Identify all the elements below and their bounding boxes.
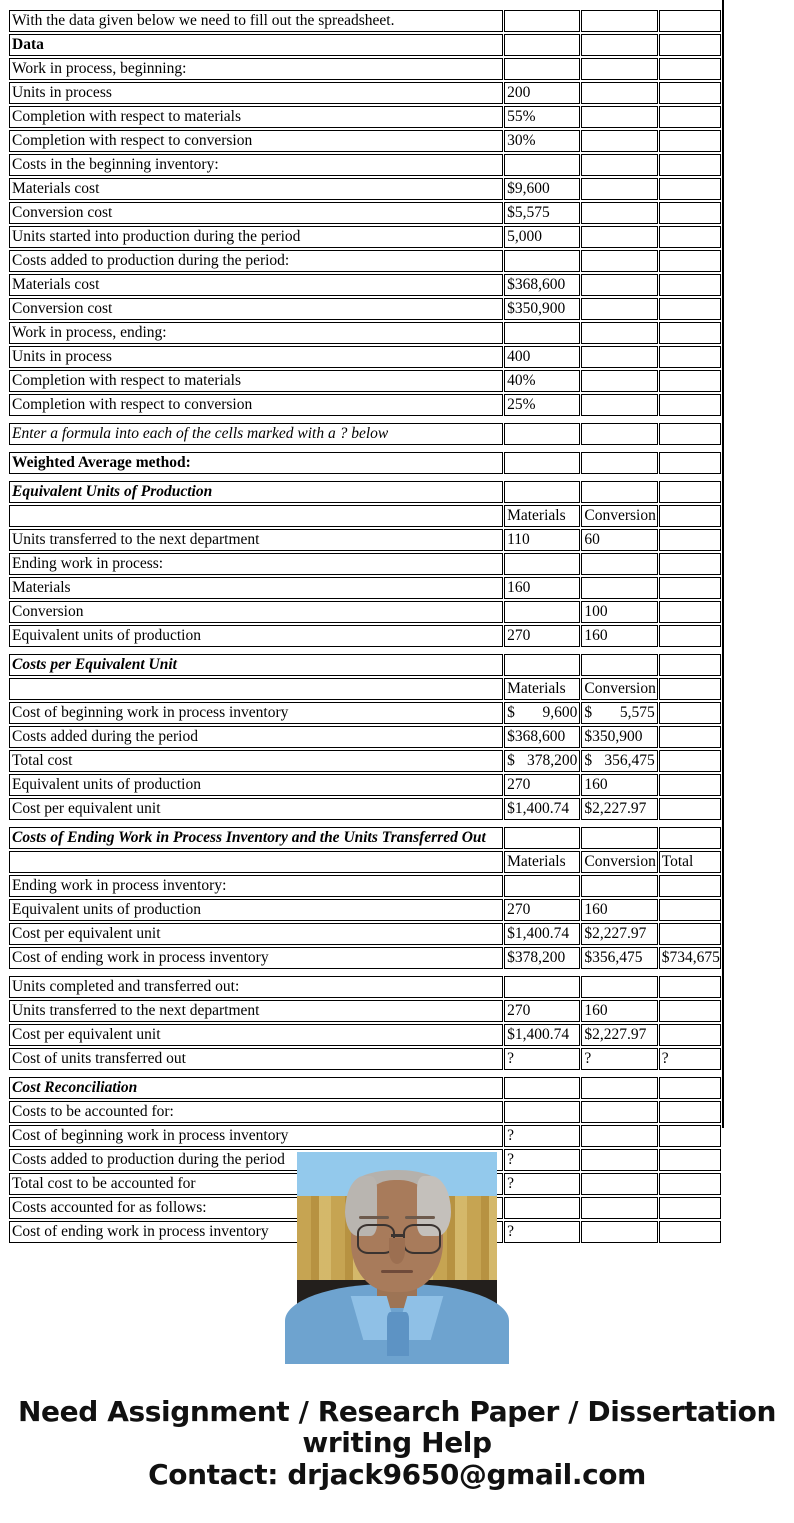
row-label-cell[interactable]: Materials cost [9,178,503,200]
table-row[interactable] [9,1048,721,1070]
cell-total[interactable] [659,34,721,56]
table-row[interactable] [9,654,721,676]
cell-materials[interactable]: ? [504,1149,580,1171]
cell-conversion[interactable]: Conversion [581,851,657,873]
table-row[interactable] [9,678,721,700]
cell-conversion[interactable]: Conversion [581,505,657,527]
spacer-cell [659,447,721,450]
avatar-mouth [381,1270,413,1273]
cell-total[interactable] [659,601,721,623]
table-row[interactable] [9,58,721,80]
cell-total[interactable] [659,678,721,700]
cell-conversion[interactable]: $ 5,575 [581,702,657,724]
cell-materials[interactable] [504,1101,580,1123]
cell-conversion[interactable]: ? [581,1048,657,1070]
cell-conversion[interactable]: Conversion [581,678,657,700]
cell-conversion[interactable] [581,875,657,897]
cell-total[interactable] [659,274,721,296]
cell-materials[interactable]: $1,400.74 [504,1024,580,1046]
table-row[interactable] [9,1101,721,1123]
cell-total[interactable] [659,1000,721,1022]
spacer-cell [581,822,657,825]
cell-materials[interactable] [504,10,580,32]
table-row[interactable] [9,481,721,503]
spacer-cell [504,649,580,652]
cell-materials[interactable]: 200 [504,82,580,104]
cell-total[interactable] [659,1101,721,1123]
table-row[interactable] [9,505,721,527]
cell-conversion[interactable]: 160 [581,899,657,921]
row-label-cell[interactable]: Cost per equivalent unit [9,1024,503,1046]
row-label-cell[interactable]: Completion with respect to materials [9,106,503,128]
spacer-cell [659,649,721,652]
row-label-cell[interactable]: Costs per Equivalent Unit [9,654,503,676]
row-label-cell[interactable]: Units in process [9,346,503,368]
row-label-cell[interactable]: Costs to be accounted for: [9,1101,503,1123]
cell-conversion[interactable]: $2,227.97 [581,923,657,945]
cell-total[interactable] [659,346,721,368]
cell-total[interactable] [659,774,721,796]
spacer-cell [9,971,503,974]
cell-materials[interactable]: $5,575 [504,202,580,224]
cell-materials[interactable]: ? [504,1221,580,1243]
cell-conversion[interactable] [581,976,657,998]
row-label-cell[interactable]: Materials [9,577,503,599]
cell-materials[interactable]: $378,200 [504,947,580,969]
cell-total[interactable] [659,1125,721,1147]
cell-materials[interactable]: $ 9,600 [504,702,580,724]
spacer-cell [659,418,721,421]
cell-total[interactable] [659,505,721,527]
footer-line-3: Contact: drjack9650@gmail.com [148,1458,646,1491]
cell-materials[interactable]: 110 [504,529,580,551]
cell-total[interactable] [659,577,721,599]
row-label-cell[interactable]: Costs added to production during the period [9,1149,503,1171]
cell-total [659,654,721,676]
spacer-cell [659,476,721,479]
table-row[interactable] [9,529,721,551]
spacer-cell [504,476,580,479]
cell-total[interactable] [659,322,721,344]
cell-materials[interactable]: 270 [504,899,580,921]
cell-materials[interactable]: 160 [504,577,580,599]
spacer-cell [581,1072,657,1075]
row-label-cell[interactable] [9,851,503,873]
section-spacer-row [9,476,721,479]
row-label-cell[interactable]: Conversion [9,601,503,623]
avatar-eyeglass-right [403,1224,441,1254]
spacer-cell [659,971,721,974]
section-spacer-row [9,971,721,974]
cell-total[interactable] [659,726,721,748]
spacer-cell [581,447,657,450]
row-label-cell[interactable]: Cost of ending work in process inventory [9,1221,503,1243]
row-label-cell[interactable] [9,505,503,527]
cell-materials[interactable]: Materials [504,678,580,700]
cell-conversion[interactable] [581,346,657,368]
cell-materials[interactable]: 270 [504,774,580,796]
cell-materials[interactable]: Materials [504,505,580,527]
section-spacer-row [9,822,721,825]
table-row[interactable] [9,298,721,320]
section-spacer-row [9,447,721,450]
row-label-cell[interactable]: Costs added to production during the period: [9,250,503,272]
cell-total[interactable] [659,899,721,921]
row-label-cell[interactable]: Data [9,34,503,56]
cell-total [659,827,721,849]
cell-total[interactable] [659,976,721,998]
row-label-cell[interactable]: Cost of ending work in process inventory [9,947,503,969]
cell-materials[interactable] [504,1077,580,1099]
avatar-eyeglass-bridge [391,1234,403,1237]
cell-materials[interactable]: ? [504,1048,580,1070]
avatar-eyebrow-left [359,1216,389,1219]
cell-materials[interactable] [504,322,580,344]
table-row[interactable] [9,452,721,474]
cell-conversion[interactable] [581,58,657,80]
footer-line-1: Need Assignment / Research Paper / Dissertation [17,1395,776,1428]
cell-materials[interactable] [504,452,580,474]
cell-conversion[interactable] [581,553,657,575]
table-row[interactable] [9,1000,721,1022]
row-label-cell[interactable]: Enter a formula into each of the cells marked with a ? below [9,423,503,445]
table-row[interactable] [9,726,721,748]
table-row[interactable] [9,702,721,724]
table-row[interactable] [9,322,721,344]
cell-conversion[interactable]: 100 [581,601,657,623]
table-row[interactable] [9,34,721,56]
section-spacer-row [9,649,721,652]
cell-materials[interactable]: $ 378,200 [504,750,580,772]
table-row[interactable] [9,923,721,945]
spacer-cell [504,822,580,825]
cell-total [659,481,721,503]
cell-conversion[interactable] [581,452,657,474]
table-row[interactable] [9,875,721,897]
row-label-cell[interactable] [9,827,503,849]
cell-total[interactable] [659,82,721,104]
row-label-cell[interactable]: Materials cost [9,274,503,296]
cell-materials[interactable]: 55% [504,106,580,128]
cell-total[interactable] [659,750,721,772]
cell-materials[interactable]: $9,600 [504,178,580,200]
cell-conversion[interactable]: 160 [581,625,657,647]
cell-total[interactable] [659,923,721,945]
cell-materials[interactable] [504,1197,580,1219]
cell-materials[interactable]: ? [504,1173,580,1195]
avatar-nose [389,1238,405,1264]
cell-conversion[interactable]: $2,227.97 [581,798,657,820]
cell-conversion[interactable] [581,423,657,445]
cell-total[interactable] [659,250,721,272]
cell-total[interactable] [659,370,721,392]
table-row[interactable] [9,250,721,272]
cell-conversion[interactable] [581,82,657,104]
row-label-cell[interactable]: With the data given below we need to fill out the spreadsheet. [9,10,503,32]
row-label-cell[interactable]: Work in process, ending: [9,322,503,344]
cell-total[interactable] [659,702,721,724]
table-row[interactable] [9,851,721,873]
cell-conversion[interactable] [581,178,657,200]
spacer-cell [581,476,657,479]
cell-conversion[interactable]: 160 [581,774,657,796]
cell-total [659,1077,721,1099]
cell-conversion[interactable]: 60 [581,529,657,551]
row-label-cell[interactable]: Units in process [9,82,503,104]
table-row[interactable] [9,577,721,599]
table-row[interactable] [9,10,721,32]
cell-conversion[interactable] [581,1197,657,1219]
row-label-cell[interactable]: Ending work in process: [9,553,503,575]
cell-conversion[interactable]: $2,227.97 [581,1024,657,1046]
cell-materials[interactable]: 5,000 [504,226,580,248]
cell-total[interactable] [659,1197,721,1219]
row-label-cell[interactable]: Total cost to be accounted for [9,1173,503,1195]
footer-contact-block [0,1396,794,1490]
row-label-cell[interactable]: Completion with respect to materials [9,370,503,392]
row-label-cell[interactable]: Cost per equivalent unit [9,923,503,945]
cell-total[interactable] [659,226,721,248]
row-label-cell[interactable] [9,678,503,700]
cell-conversion[interactable]: 160 [581,1000,657,1022]
cell-conversion[interactable] [581,322,657,344]
cell-conversion[interactable] [581,202,657,224]
cell-materials[interactable]: 40% [504,370,580,392]
table-row[interactable] [9,750,721,772]
cell-total[interactable] [659,875,721,897]
table-row[interactable] [9,370,721,392]
table-row[interactable] [9,202,721,224]
cell-total[interactable]: $734,675 [659,947,721,969]
cell-conversion [581,654,657,676]
cell-materials[interactable] [504,553,580,575]
table-row[interactable] [9,1024,721,1046]
row-label-overflow-text: Costs of Ending Work in Process Inventory and the Units Transferred Out [12,829,486,846]
cell-total[interactable] [659,423,721,445]
cell-total[interactable]: ? [659,1048,721,1070]
cell-total[interactable] [659,553,721,575]
spacer-cell [659,822,721,825]
cell-materials[interactable] [504,154,580,176]
table-row[interactable] [9,178,721,200]
cell-conversion[interactable] [581,1125,657,1147]
spacer-cell [581,971,657,974]
cell-materials[interactable] [504,423,580,445]
cell-conversion[interactable] [581,1221,657,1243]
table-row[interactable] [9,899,721,921]
cell-conversion[interactable] [581,154,657,176]
avatar-tie [387,1312,409,1356]
spreadsheet-table[interactable] [8,8,722,1245]
table-row[interactable] [9,827,721,849]
cell-conversion [581,481,657,503]
cell-total[interactable] [659,1221,721,1243]
cell-total[interactable] [659,10,721,32]
row-label-cell[interactable]: Units started into production during the period [9,226,503,248]
avatar-eyebrow-right [405,1216,435,1219]
cell-materials[interactable]: $1,400.74 [504,798,580,820]
cell-conversion[interactable] [581,106,657,128]
spacer-cell [9,1072,503,1075]
cell-conversion[interactable] [581,394,657,416]
row-label-cell[interactable]: Cost of units transferred out [9,1048,503,1070]
cell-total[interactable] [659,202,721,224]
cell-total[interactable] [659,1149,721,1171]
spacer-cell [504,971,580,974]
table-row[interactable] [9,798,721,820]
row-label-cell[interactable]: Completion with respect to conversion [9,130,503,152]
cell-materials[interactable]: 25% [504,394,580,416]
row-label-cell[interactable]: Costs in the beginning inventory: [9,154,503,176]
cell-total[interactable] [659,625,721,647]
cell-materials[interactable] [504,250,580,272]
cell-total[interactable] [659,798,721,820]
section-spacer-row [9,418,721,421]
table-row[interactable] [9,625,721,647]
avatar [297,1152,497,1352]
table-row[interactable] [9,1077,721,1099]
table-row[interactable] [9,394,721,416]
cell-conversion[interactable] [581,370,657,392]
cell-total[interactable] [659,1173,721,1195]
row-label-cell[interactable]: Completion with respect to conversion [9,394,503,416]
cell-materials[interactable]: 400 [504,346,580,368]
cell-conversion[interactable] [581,226,657,248]
cell-conversion[interactable] [581,250,657,272]
cell-materials[interactable] [504,875,580,897]
cell-conversion[interactable] [581,10,657,32]
spacer-cell [504,418,580,421]
row-label-cell[interactable]: Cost of beginning work in process inventory [9,702,503,724]
table-row[interactable] [9,774,721,796]
spacer-cell [504,447,580,450]
cell-conversion[interactable]: $356,475 [581,947,657,969]
section-spacer-row [9,1072,721,1075]
cell-total[interactable] [659,452,721,474]
page-right-rule [722,0,724,1128]
table-row[interactable] [9,976,721,998]
cell-materials[interactable]: 270 [504,625,580,647]
table-row[interactable] [9,423,721,445]
row-label-cell[interactable]: Work in process, beginning: [9,58,503,80]
spacer-cell [581,418,657,421]
cell-materials[interactable] [504,827,580,849]
cell-total[interactable] [659,298,721,320]
table-row[interactable] [9,346,721,368]
cell-conversion[interactable]: $350,900 [581,726,657,748]
cell-materials[interactable] [504,601,580,623]
row-label-cell[interactable]: Units completed and transferred out: [9,976,503,998]
row-label-cell[interactable]: Costs added during the period [9,726,503,748]
cell-total[interactable] [659,130,721,152]
cell-materials[interactable]: $350,900 [504,298,580,320]
cell-materials[interactable]: Materials [504,851,580,873]
row-label-cell[interactable]: Equivalent units of production [9,774,503,796]
footer-line-2: writing Help [302,1426,492,1459]
row-label-cell[interactable]: Weighted Average method: [9,452,503,474]
table-row[interactable] [9,274,721,296]
cell-total[interactable] [659,154,721,176]
cell-materials[interactable]: ? [504,1125,580,1147]
row-label-cell[interactable]: Units transferred to the next department [9,529,503,551]
cell-conversion[interactable] [581,1077,657,1099]
cell-materials[interactable] [504,654,580,676]
cell-conversion[interactable] [581,577,657,599]
row-label-cell[interactable]: Costs accounted for as follows: [9,1197,503,1219]
cell-conversion[interactable] [581,1101,657,1123]
row-label-cell[interactable]: Total cost [9,750,503,772]
cell-conversion[interactable] [581,1173,657,1195]
cell-conversion[interactable] [581,1149,657,1171]
row-label-cell[interactable]: Ending work in process inventory: [9,875,503,897]
spacer-cell [581,649,657,652]
cell-total[interactable]: Total [659,851,721,873]
cell-conversion[interactable] [581,34,657,56]
row-label-cell[interactable]: Cost Reconciliation [9,1077,503,1099]
cell-conversion[interactable] [581,274,657,296]
table-row[interactable] [9,106,721,128]
spacer-cell [9,476,503,479]
cell-materials[interactable]: $368,600 [504,274,580,296]
cell-total[interactable] [659,1024,721,1046]
table-row[interactable] [9,601,721,623]
spreadsheet-region[interactable] [8,8,722,1240]
cell-materials[interactable] [504,481,580,503]
cell-total[interactable] [659,106,721,128]
cell-total[interactable] [659,58,721,80]
table-row[interactable] [9,947,721,969]
cell-materials[interactable]: $368,600 [504,726,580,748]
spacer-cell [659,1072,721,1075]
cell-materials[interactable] [504,976,580,998]
cell-conversion[interactable]: $ 356,475 [581,750,657,772]
row-label-cell[interactable]: Conversion cost [9,298,503,320]
cell-total[interactable] [659,394,721,416]
row-label-cell[interactable]: Conversion cost [9,202,503,224]
table-row[interactable] [9,130,721,152]
cell-conversion[interactable] [581,298,657,320]
cell-total[interactable] [659,178,721,200]
cell-materials[interactable]: 270 [504,1000,580,1022]
cell-conversion [581,827,657,849]
table-row[interactable] [9,553,721,575]
row-label-cell[interactable]: Equivalent Units of Production [9,481,503,503]
spacer-cell [9,822,503,825]
table-row[interactable] [9,82,721,104]
table-row[interactable] [9,154,721,176]
cell-materials[interactable]: 30% [504,130,580,152]
table-row[interactable] [9,226,721,248]
row-label-cell[interactable]: Units transferred to the next department [9,1000,503,1022]
cell-conversion[interactable] [581,130,657,152]
spacer-cell [9,447,503,450]
cell-materials[interactable]: $1,400.74 [504,923,580,945]
row-label-cell[interactable]: Equivalent units of production [9,899,503,921]
row-label-cell[interactable]: Equivalent units of production [9,625,503,647]
cell-materials[interactable] [504,34,580,56]
cell-total[interactable] [659,529,721,551]
spacer-cell [9,649,503,652]
row-label-cell[interactable]: Cost of beginning work in process inventory [9,1125,503,1147]
table-row[interactable] [9,1125,721,1147]
cell-materials[interactable] [504,58,580,80]
spacer-cell [504,1072,580,1075]
spacer-cell [9,418,503,421]
row-label-cell[interactable]: Cost per equivalent unit [9,798,503,820]
